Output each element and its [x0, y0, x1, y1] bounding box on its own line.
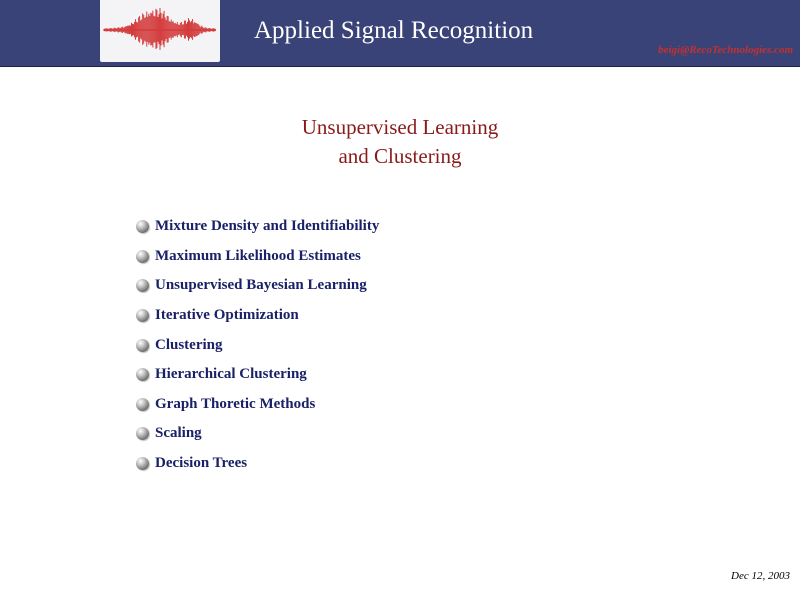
- bullet-item: [136, 419, 379, 449]
- bullet-sphere-icon: [136, 279, 149, 292]
- bullet-text: Hierarchical Clustering: [155, 366, 307, 383]
- logo-panel: [100, 0, 220, 62]
- slide-title: [0, 113, 800, 171]
- bullet-item: [136, 390, 379, 420]
- bullet-item: [136, 360, 379, 390]
- bullet-text: Decision Trees: [155, 455, 248, 472]
- header-title: Applied Signal Recognition: [254, 17, 534, 44]
- bullet-text: Maximum Likelihood Estimates: [155, 247, 361, 264]
- bullet-sphere-icon: [136, 398, 149, 411]
- bullet-text: Iterative Optimization: [155, 307, 299, 324]
- bullet-sphere-icon: [136, 250, 149, 263]
- header-email: beigi@RecoTechnologies.com: [658, 44, 793, 56]
- bullet-item: [136, 212, 379, 242]
- footer-date: Dec 12, 2003: [731, 570, 790, 582]
- bullet-text: Clustering: [155, 336, 223, 353]
- waveform-logo-icon: [100, 0, 220, 62]
- bullet-sphere-icon: [136, 339, 149, 352]
- bullet-text: Unsupervised Bayesian Learning: [155, 277, 367, 294]
- bullet-item: [136, 301, 379, 331]
- bullet-sphere-icon: [136, 457, 149, 470]
- bullet-sphere-icon: [136, 427, 149, 440]
- bullet-list: [136, 212, 379, 478]
- bullet-sphere-icon: [136, 309, 149, 322]
- bullet-item: [136, 271, 379, 301]
- bullet-item: [136, 449, 379, 479]
- bullet-text: Mixture Density and Identifiability: [155, 218, 380, 235]
- bullet-sphere-icon: [136, 220, 149, 233]
- bullet-item: [136, 330, 379, 360]
- bullet-text: Graph Thoretic Methods: [155, 395, 316, 412]
- slide-title-line-2: and Clustering: [338, 144, 462, 168]
- header-bar: [0, 0, 800, 67]
- bullet-sphere-icon: [136, 368, 149, 381]
- bullet-text: Scaling: [155, 425, 202, 442]
- bullet-item: [136, 242, 379, 272]
- slide-title-line-1: Unsupervised Learning: [301, 115, 499, 139]
